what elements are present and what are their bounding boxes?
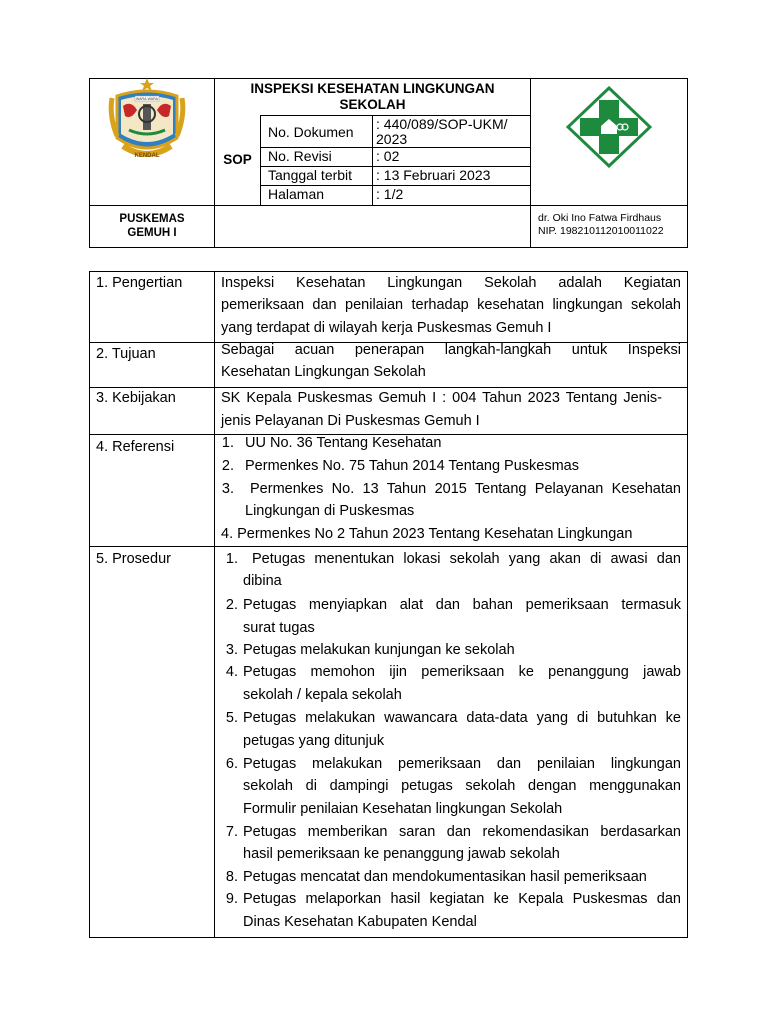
- list-item: Petugas memohon ijin pemeriksaan ke penanggung jawab: [243, 664, 681, 680]
- text-line: SK Kepala Puskesmas Gemuh I : 004 Tahun 2023 Tentang Jenis-: [221, 390, 662, 406]
- field-value-tanggal-terbit: : 13 Februari 2023: [376, 167, 491, 183]
- list-number: 3.: [221, 481, 234, 497]
- section-label: 2. Tujuan: [96, 346, 156, 362]
- list-item: Petugas melaporkan hasil kegiatan ke Kepala Puskesmas dan: [243, 891, 681, 907]
- text-line: jenis Pelayanan Di Puskesmas Gemuh I: [221, 413, 480, 429]
- list-number: 6.: [225, 756, 238, 772]
- list-item: Petugas melakukan kunjungan ke sekolah: [243, 642, 515, 658]
- list-item: Permenkes No. 75 Tahun 2014 Tentang Puskesmas: [245, 458, 579, 474]
- field-label-tanggal-terbit: Tanggal terbit: [268, 167, 353, 183]
- text-line: Inspeksi Kesehatan Lingkungan Sekolah adalah Kegiatan: [221, 275, 681, 291]
- list-item-continuation: Formulir penilaian Kesehatan lingkungan Sekolah: [243, 801, 563, 817]
- list-item-continuation: surat tugas: [243, 620, 315, 636]
- list-item-continuation: petugas yang ditunjuk: [243, 733, 385, 749]
- list-item-continuation: dibina: [243, 573, 282, 589]
- text-line: Kesehatan Lingkungan Sekolah: [221, 364, 426, 380]
- list-item: Permenkes No. 13 Tahun 2015 Tentang Pelayanan Kesehatan: [250, 481, 681, 497]
- field-value-no-revisi: : 02: [376, 148, 400, 164]
- list-item-continuation: sekolah / kepala sekolah: [243, 687, 402, 703]
- list-number: 9.: [225, 891, 238, 907]
- org-name-line2: GEMUH I: [127, 227, 177, 239]
- section-label: 3. Kebijakan: [96, 390, 176, 406]
- field-value-no-dokumen-1: : 440/089/SOP-UKM/: [376, 116, 508, 132]
- list-number: 2.: [225, 597, 238, 613]
- kendal-logo: [107, 76, 187, 171]
- list-item: Petugas melakukan wawancara data-data yang di butuhkan ke: [243, 710, 681, 726]
- field-label-halaman: Halaman: [268, 186, 325, 202]
- section-label: 1. Pengertian: [96, 275, 183, 291]
- list-item-continuation: Dinas Kesehatan Kabupaten Kendal: [243, 914, 477, 930]
- document-title-line1: INSPEKSI KESEHATAN LINGKUNGAN: [250, 81, 495, 96]
- text-line: yang terdapat di wilayah kerja Puskesmas Gemuh I: [221, 320, 552, 336]
- org-name-line1: PUSKEMAS: [119, 213, 185, 225]
- list-number: 2.: [221, 458, 234, 474]
- list-item: Petugas memberikan saran dan rekomendasikan berdasarkan: [243, 824, 681, 840]
- list-item-continuation: sekolah di dampingi petugas sekolah dengan menggunakan: [243, 778, 681, 794]
- list-item: UU No. 36 Tentang Kesehatan: [245, 435, 442, 451]
- list-item: Petugas melakukan pemeriksaan dan penilaian lingkungan: [243, 756, 681, 772]
- list-number: 1.: [225, 551, 238, 567]
- document-title-line2: SEKOLAH: [339, 97, 406, 112]
- field-value-halaman: : 1/2: [376, 186, 404, 202]
- list-item: Petugas menyiapkan alat dan bahan pemeriksaan termasuk: [243, 597, 681, 613]
- puskesmas-logo: [566, 86, 652, 168]
- list-number: 5.: [225, 710, 238, 726]
- field-value-no-dokumen-2: 2023: [376, 131, 408, 147]
- field-label-no-dokumen: No. Dokumen: [268, 124, 354, 140]
- section-label: 5. Prosedur: [96, 551, 171, 567]
- signer-name: dr. Oki Ino Fatwa Firdhaus: [538, 212, 662, 224]
- text-line: pemeriksaan dan penilaian terhadap kesehatan lingkungan sekolah: [221, 297, 681, 313]
- field-label-no-revisi: No. Revisi: [268, 148, 332, 164]
- sop-label: SOP: [223, 152, 252, 167]
- list-item-continuation: Lingkungan di Puskesmas: [245, 503, 415, 519]
- logo-name: KENDAL: [134, 153, 160, 159]
- list-item: Petugas mencatat dan mendokumentasikan hasil pemeriksaan: [243, 869, 647, 885]
- section-label: 4. Referensi: [96, 439, 175, 455]
- list-item-continuation: hasil pemeriksaan ke penanggung jawab sekolah: [243, 846, 560, 862]
- signer-nip: NIP. 198210112010011022: [538, 225, 664, 237]
- text-line: Sebagai acuan penerapan langkah-langkah untuk Inspeksi: [221, 342, 681, 358]
- list-number: 4.: [225, 664, 238, 680]
- list-number: 7.: [225, 824, 238, 840]
- list-item: Petugas menentukan lokasi sekolah yang akan di awasi dan: [252, 551, 681, 567]
- list-number: 1.: [221, 435, 234, 451]
- list-item: 4. Permenkes No 2 Tahun 2023 Tentang Kesehatan Lingkungan: [221, 526, 633, 542]
- list-number: 8.: [225, 869, 238, 885]
- logo-motto: WARA-WARA: [136, 97, 158, 101]
- list-number: 3.: [225, 642, 238, 658]
